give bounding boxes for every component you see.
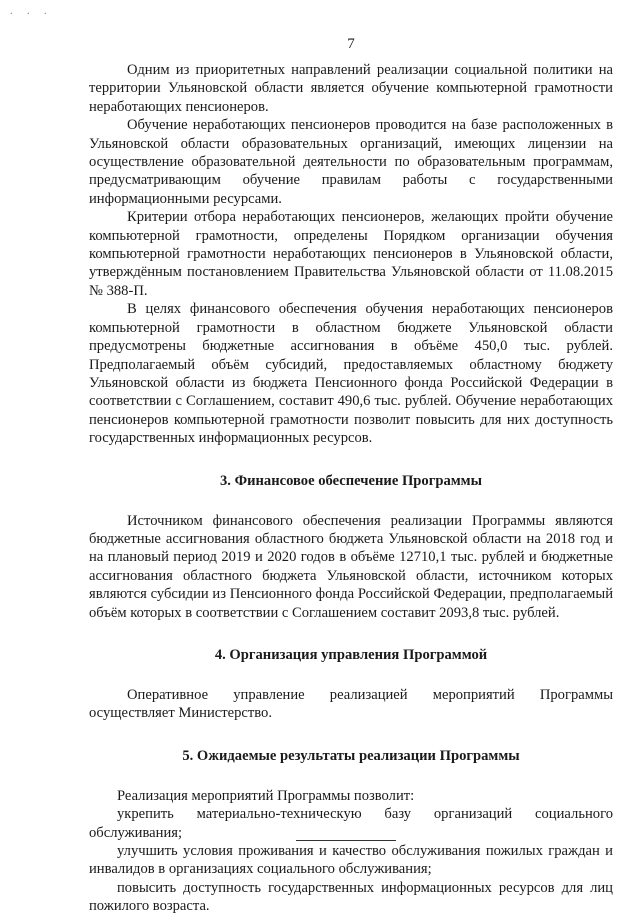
document-page <box>89 36 613 916</box>
list-item: повысить доступность государственных информационных ресурсов для лиц пожилого возраста. <box>89 879 613 915</box>
intro-paragraph-4: В целях финансового обеспечения обучения неработающих пенсионеров компьютерной грамотности в областном бюджете Ульяновской области предусмотрены бюджетные ассигнования в объёме 450,0 тыс. рублей. Предполагаемый объём субсидий, предоставляемых областному бюджету Ульяновской области из бюджета Пенсионного фонда Российской Федерации в соответствии с Соглашением, составит 490,6 тыс. рублей. Обучение неработающих пенсионеров компьютерной грамотности позволит повысить для них доступность государственных информационных ресурсов. <box>89 301 613 447</box>
list-item: укрепить материально-техническую базу организаций социального обслуживания; <box>89 806 613 841</box>
section-5-heading: 5. Ожидаемые результаты реализации Программы <box>182 747 520 764</box>
list-item: улучшить условия проживания и качество обслуживания пожилых граждан и инвалидов в организациях социального обслуживания; <box>89 843 613 878</box>
section-3-heading: 3. Финансовое обеспечение Программы <box>219 472 483 489</box>
section-5-list <box>89 787 613 916</box>
scan-marks: . . . <box>10 6 53 17</box>
page-number: 7 <box>347 36 355 52</box>
intro-paragraph-3: Критерии отбора неработающих пенсионеров, желающих пройти обучение компьютерной грамотности, определены Порядком организации обучения компьютерной грамотности неработающих пенсионеров в Ульяновской области, утверждённым постановлением Правительства Ульяновской области от 11.08.2015 № 388-П. <box>89 209 613 299</box>
intro-paragraph-1: Одним из приоритетных направлений реализации социальной политики на территории Ульяновской области является обучение компьютерной грамотности неработающих пенсионеров. <box>89 62 613 115</box>
end-rule <box>296 840 396 841</box>
section-3-text: Источником финансового обеспечения реализации Программы являются бюджетные ассигнования областного бюджета Ульяновской области на 2018 год и на плановый период 2019 и 2020 годов в объёме 12710,1 тыс. рублей и бюджетные ассигнования областного бюджета Ульяновской области, источником которых являются субсидии из Пенсионного фонда Российской Федерации, предполагаемый объём которых в соответствии с Соглашением составит 2093,8 тыс. рублей. <box>89 512 613 621</box>
section-5-lead: Реализация мероприятий Программы позволит: <box>117 787 415 804</box>
section-4-text: Оперативное управление реализацией мероприятий Программы осуществляет Министерство. <box>89 686 613 722</box>
intro-paragraph-2: Обучение неработающих пенсионеров проводится на базе расположенных в Ульяновской области образовательных организаций, имеющих лицензии на осуществление образовательной деятельности по образовательным программам, предусматривающим обучение правилам работы с государственными информационными ресурсами. <box>89 117 613 207</box>
section-4-heading: 4. Организация управления Программой <box>214 646 488 663</box>
